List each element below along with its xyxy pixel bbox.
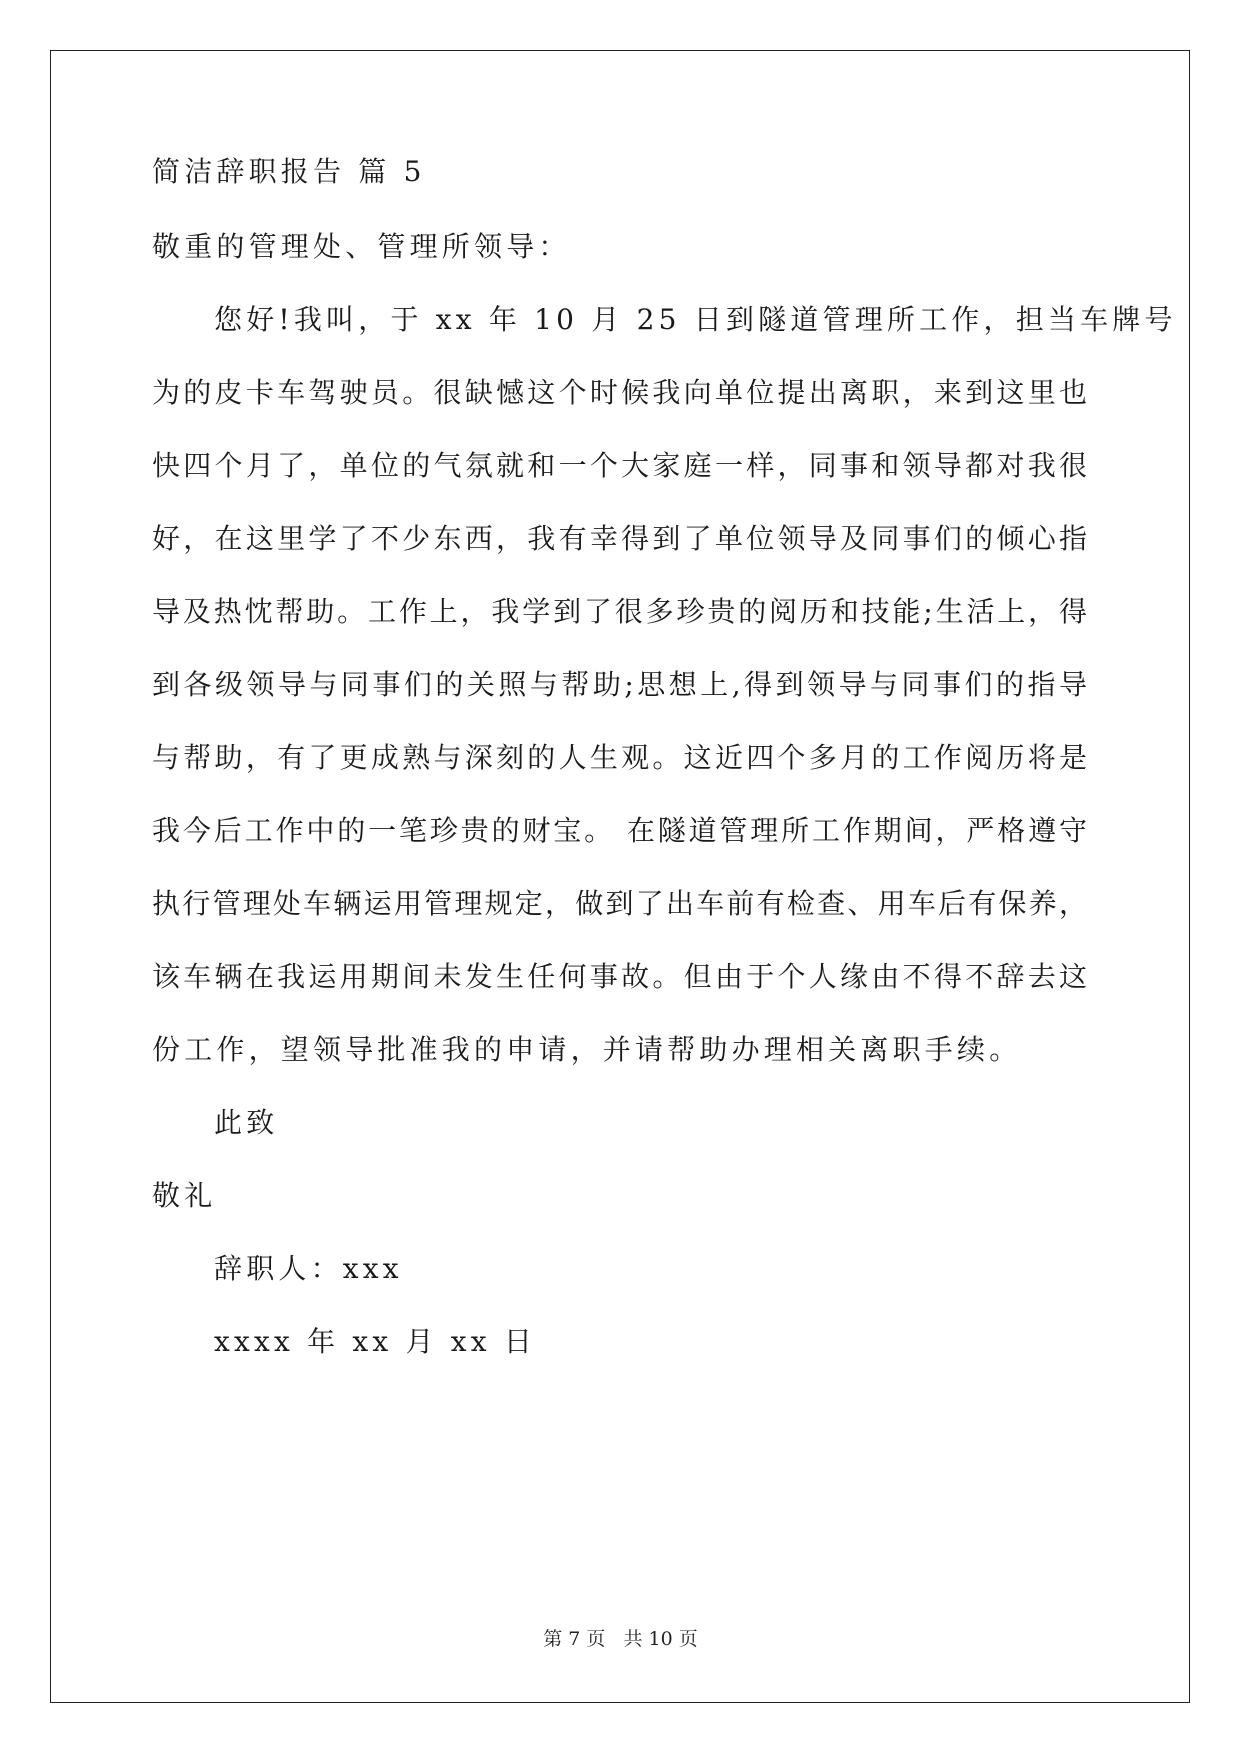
date: xxxx 年 xx 月 xx 日 bbox=[214, 1325, 537, 1358]
salutation: 敬重的管理处、管理所领导： bbox=[152, 230, 571, 263]
document-title: 简洁辞职报告 篇 5 bbox=[152, 155, 426, 188]
closing-greeting: 此致 bbox=[214, 1106, 279, 1139]
body-line: 您好!我叫，于 xx 年 10 月 25 日到隧道管理所工作，担当车牌号 bbox=[214, 303, 1177, 336]
body-line: 好，在这里学了不少东西，我有幸得到了单位领导及同事们的倾心指 bbox=[152, 522, 1087, 555]
page-number: 第 7 页 共 10 页 bbox=[543, 1628, 698, 1650]
body-line: 为的皮卡车驾驶员。很缺憾这个时候我向单位提出离职，来到这里也 bbox=[152, 376, 1087, 409]
page-frame bbox=[50, 50, 1190, 1703]
body-line: 该车辆在我运用期间未发生任何事故。但由于个人缘由不得不辞去这 bbox=[152, 960, 1087, 993]
body-line: 导及热忱帮助。工作上，我学到了很多珍贵的阅历和技能;生活上，得 bbox=[152, 595, 1087, 628]
body-line: 执行管理处车辆运用管理规定，做到了出车前有检查、用车后有保养， bbox=[152, 887, 1087, 920]
body-line: 与帮助，有了更成熟与深刻的人生观。这近四个多月的工作阅历将是 bbox=[152, 741, 1087, 774]
body-line: 快四个月了，单位的气氛就和一个大家庭一样，同事和领导都对我很 bbox=[152, 449, 1087, 482]
body-line: 份工作，望领导批准我的申请，并请帮助办理相关离职手续。 bbox=[152, 1033, 1022, 1066]
signer: 辞职人：xxx bbox=[214, 1252, 403, 1285]
closing-salute: 敬礼 bbox=[152, 1179, 217, 1212]
body-line: 到各级领导与同事们的关照与帮助;思想上,得到领导与同事们的指导 bbox=[152, 668, 1087, 701]
body-line: 我今后工作中的一笔珍贵的财宝。 在隧道管理所工作期间，严格遵守 bbox=[152, 814, 1087, 847]
